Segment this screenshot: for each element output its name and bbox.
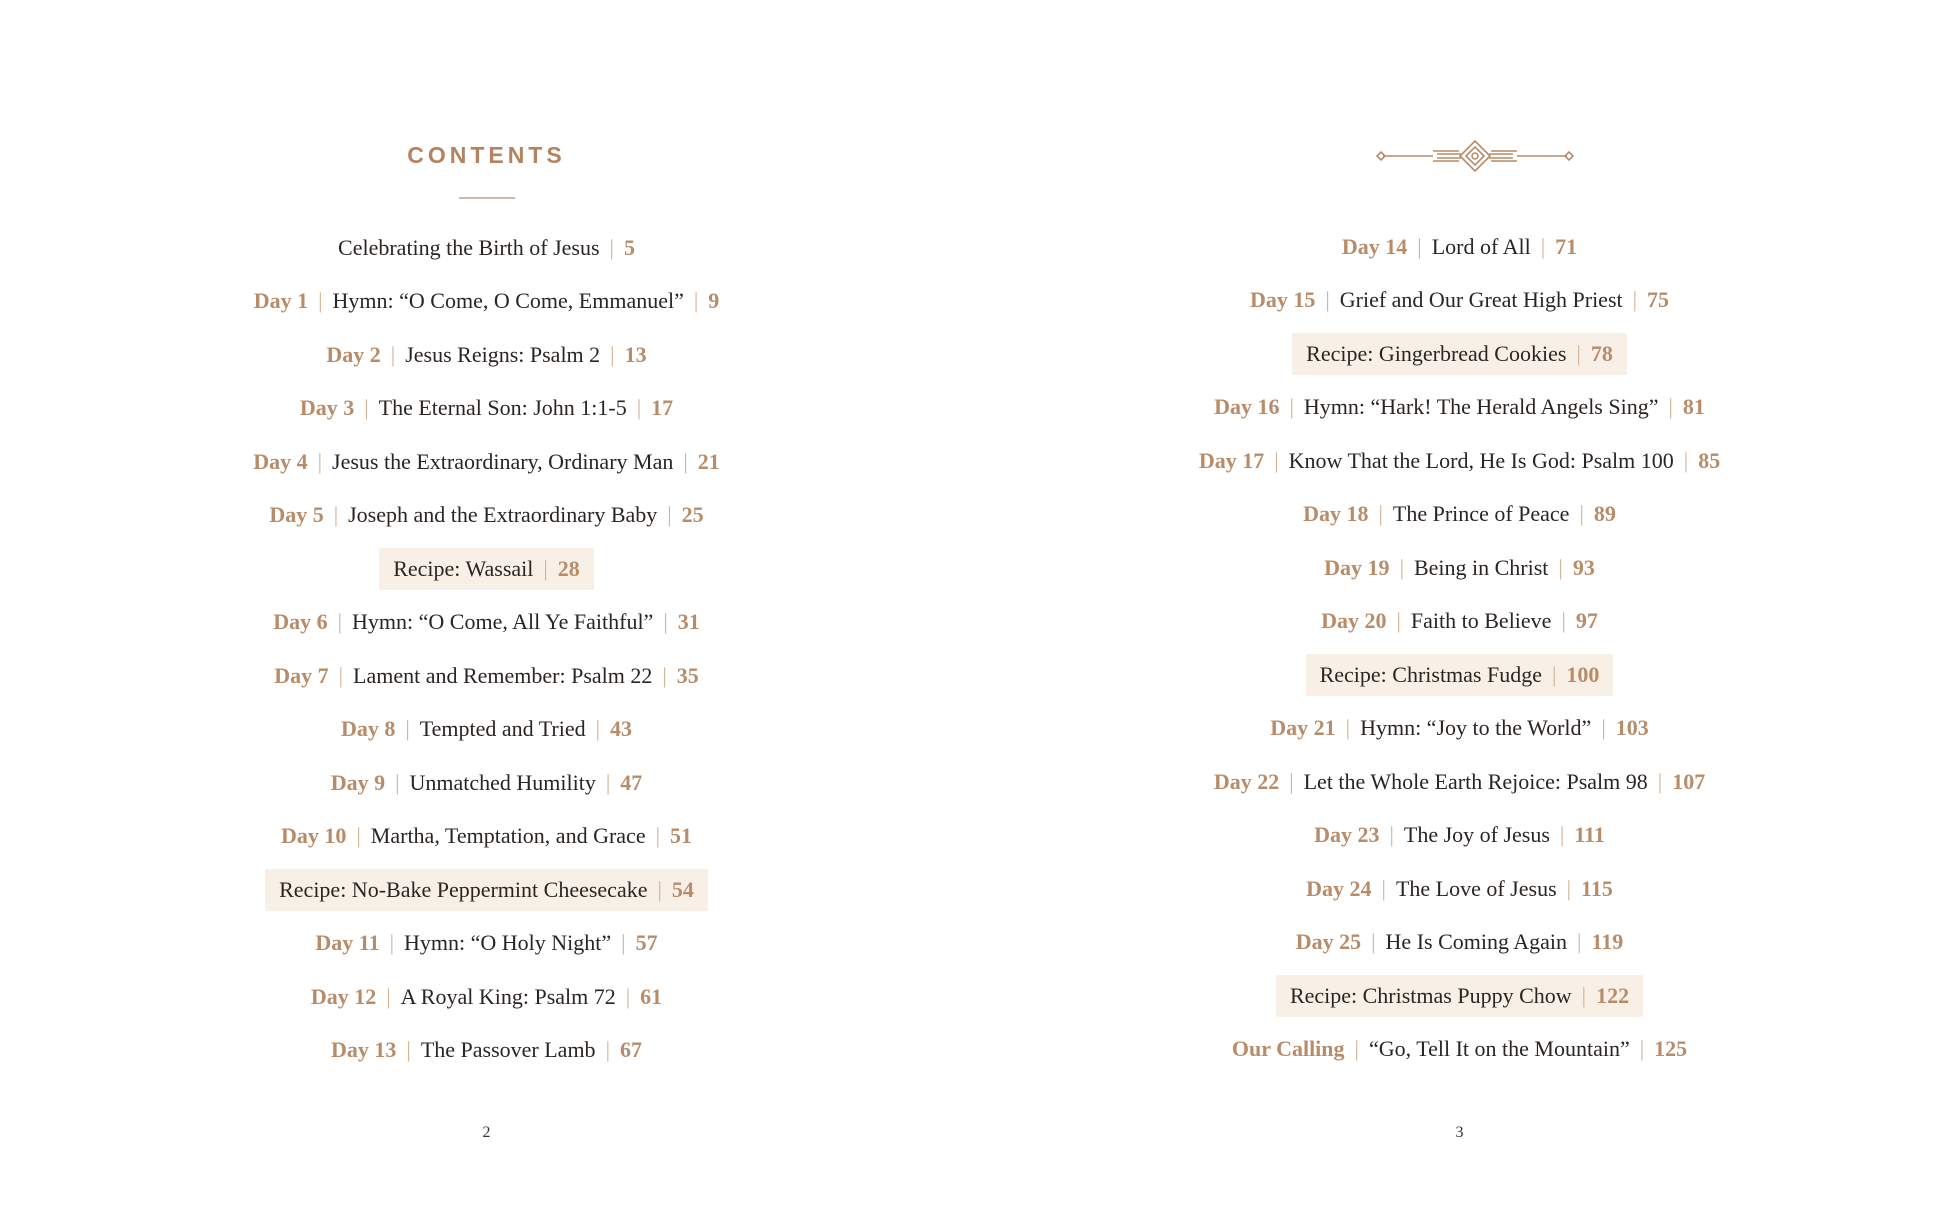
entry-title: Jesus the Extraordinary, Ordinary Man [332, 448, 674, 474]
toc-row [0, 221, 973, 275]
toc-entry[interactable] [329, 708, 644, 750]
entry-page-number: 125 [1654, 1036, 1688, 1062]
separator-bar: | [390, 341, 396, 367]
entry-label: Day 10 [281, 823, 347, 849]
entry-label: Day 8 [340, 716, 396, 742]
toc-entry[interactable] [262, 655, 711, 697]
entry-label: Day 19 [1324, 554, 1390, 580]
entry-label: Day 22 [1213, 768, 1280, 794]
separator-bar: | [1389, 822, 1394, 848]
entry-label: Day 11 [315, 930, 380, 956]
entry-page-number: 93 [1572, 554, 1595, 580]
entry-page-number: 13 [624, 341, 647, 367]
separator-bar: | [1657, 768, 1663, 794]
toc-list-left [0, 221, 973, 1077]
toc-entry[interactable] [1312, 547, 1607, 589]
entry-title: He Is Coming Again [1385, 929, 1568, 955]
entry-page-number: 17 [651, 395, 674, 421]
entry-page-number: 85 [1698, 447, 1721, 473]
toc-entry[interactable] [299, 976, 674, 1018]
toc-row [973, 381, 1946, 435]
entry-page-number: 115 [1581, 875, 1613, 901]
separator-bar: | [1683, 447, 1689, 473]
separator-bar: | [662, 662, 667, 688]
entry-title: Martha, Temptation, and Grace [370, 823, 646, 849]
entry-label: Day 24 [1306, 875, 1372, 901]
toc-recipe-entry[interactable] [265, 869, 708, 911]
entry-title: “Go, Tell It on the Mountain” [1368, 1036, 1630, 1062]
toc-row [973, 220, 1946, 274]
entry-page-number: 31 [677, 609, 700, 635]
entry-label: Day 7 [274, 662, 329, 688]
separator-bar: | [1552, 661, 1557, 687]
separator-bar: | [1274, 447, 1279, 473]
entry-page-number: 71 [1555, 233, 1578, 259]
entry-title: A Royal King: Psalm 72 [400, 983, 616, 1009]
entry-title: Recipe: No-Bake Peppermint Cheesecake [279, 876, 648, 902]
entry-label: Day 16 [1214, 394, 1280, 420]
toc-row [0, 917, 973, 971]
entry-label: Day 5 [269, 502, 324, 528]
toc-row [0, 863, 973, 917]
toc-row [973, 541, 1946, 595]
separator-bar: | [1576, 340, 1581, 366]
entry-page-number: 100 [1566, 661, 1600, 687]
separator-bar: | [595, 716, 601, 742]
separator-bar: | [1668, 394, 1673, 420]
separator-bar: | [364, 395, 369, 421]
separator-bar: | [1289, 394, 1294, 420]
entry-title: Unmatched Humility [409, 769, 596, 795]
entry-title: Jesus Reigns: Psalm 2 [405, 341, 601, 367]
toc-recipe-entry[interactable] [379, 548, 594, 590]
entry-label: Day 6 [273, 609, 328, 635]
entry-title: Joseph and the Extraordinary Baby [348, 502, 658, 528]
toc-entry[interactable] [1302, 814, 1617, 856]
toc-row [973, 434, 1946, 488]
separator-bar: | [1566, 875, 1572, 901]
separator-bar: | [1378, 501, 1383, 527]
entry-page-number: 51 [670, 823, 692, 849]
toc-entry[interactable] [1220, 1028, 1699, 1070]
entry-title: The Passover Lamb [420, 1037, 596, 1063]
entry-title: Let the Whole Earth Rejoice: Psalm 98 [1303, 768, 1648, 794]
toc-row [0, 970, 973, 1024]
entry-title: Know That the Lord, He Is God: Psalm 100 [1288, 447, 1674, 473]
entry-title: Recipe: Christmas Fudge [1319, 661, 1542, 687]
separator-bar: | [1581, 982, 1587, 1008]
separator-bar: | [389, 930, 395, 956]
separator-bar: | [657, 876, 662, 902]
entry-label: Day 23 [1314, 822, 1380, 848]
separator-bar: | [1540, 233, 1546, 259]
entry-title: Hymn: “O Come, O Come, Emmanuel” [332, 288, 684, 314]
toc-entry[interactable] [1284, 921, 1636, 963]
toc-entry[interactable] [288, 387, 685, 429]
entry-page-number: 75 [1647, 287, 1670, 313]
entry-page-number: 89 [1593, 501, 1616, 527]
entry-label: Day 3 [299, 395, 355, 421]
toc-entry[interactable] [261, 601, 711, 643]
entry-page-number: 47 [620, 769, 643, 795]
entry-title: Hymn: “Hark! The Herald Angels Sing” [1303, 394, 1659, 420]
toc-row [0, 328, 973, 382]
toc-entry[interactable] [241, 441, 732, 483]
separator-bar: | [543, 555, 548, 581]
toc-row [0, 596, 973, 650]
entry-page-number: 35 [676, 662, 699, 688]
entry-title: Being in Christ [1413, 554, 1549, 580]
toc-row [0, 489, 973, 543]
entry-label: Day 15 [1249, 287, 1316, 313]
toc-row [973, 648, 1946, 702]
toc-entry[interactable] [319, 762, 655, 804]
separator-bar: | [610, 341, 615, 367]
entry-title: The Love of Jesus [1395, 875, 1557, 901]
separator-bar: | [1577, 929, 1582, 955]
heading-divider [459, 197, 515, 199]
entry-title: The Joy of Jesus [1403, 822, 1550, 848]
entry-label: Day 25 [1295, 929, 1362, 955]
entry-page-number: 78 [1590, 340, 1613, 366]
separator-bar: | [1561, 608, 1566, 634]
toc-entry[interactable] [314, 334, 658, 376]
separator-bar: | [1579, 501, 1584, 527]
toc-recipe-entry[interactable] [1306, 654, 1614, 696]
entry-label: Our Calling [1231, 1036, 1345, 1062]
separator-bar: | [333, 502, 339, 528]
toc-entry[interactable] [1238, 279, 1681, 321]
toc-row [973, 862, 1946, 916]
separator-bar: | [1371, 929, 1376, 955]
entry-page-number: 43 [610, 716, 633, 742]
toc-entry[interactable] [257, 494, 715, 536]
entry-page-number: 107 [1672, 768, 1706, 794]
toc-row [973, 327, 1946, 381]
separator-bar: | [1345, 715, 1351, 741]
toc-row [0, 703, 973, 757]
toc-row [0, 542, 973, 596]
separator-bar: | [317, 448, 323, 474]
entry-page-number: 119 [1591, 929, 1624, 955]
separator-bar: | [1601, 715, 1606, 741]
toc-row [0, 382, 973, 436]
separator-bar: | [655, 823, 660, 849]
entry-title: Recipe: Wassail [393, 555, 534, 581]
separator-bar: | [395, 769, 400, 795]
entry-label: Day 20 [1321, 608, 1387, 634]
separator-bar: | [337, 609, 343, 635]
entry-title: The Prince of Peace [1392, 501, 1570, 527]
entry-label: Day 18 [1303, 501, 1369, 527]
entry-label: Day 4 [253, 448, 308, 474]
separator-bar: | [605, 769, 611, 795]
toc-entry[interactable] [1187, 440, 1732, 482]
toc-row [0, 649, 973, 703]
toc-row [973, 488, 1946, 542]
entry-label: Day 12 [310, 983, 377, 1009]
separator-bar: | [1289, 768, 1294, 794]
separator-bar: | [386, 983, 391, 1009]
separator-bar: | [693, 288, 699, 314]
toc-row [0, 435, 973, 489]
toc-row [973, 274, 1946, 328]
toc-entry[interactable] [1258, 707, 1660, 749]
entry-page-number: 81 [1682, 394, 1705, 420]
entry-page-number: 57 [635, 930, 658, 956]
toc-recipe-entry[interactable] [1292, 333, 1627, 375]
entry-title: Hymn: “O Holy Night” [404, 930, 612, 956]
right-page [973, 0, 1946, 1212]
entry-label: Day 21 [1270, 715, 1336, 741]
separator-bar: | [1632, 287, 1638, 313]
toc-row [973, 595, 1946, 649]
separator-bar: | [1559, 822, 1565, 848]
entry-page-number: 67 [619, 1037, 642, 1063]
page-number: 2 [482, 1124, 491, 1141]
separator-bar: | [1354, 1036, 1359, 1062]
separator-bar: | [667, 502, 672, 528]
entry-title: Recipe: Christmas Puppy Chow [1289, 982, 1572, 1008]
toc-entry[interactable] [269, 815, 704, 857]
separator-bar: | [663, 609, 668, 635]
separator-bar: | [1399, 554, 1404, 580]
toc-row [973, 809, 1946, 863]
toc-entry[interactable] [326, 227, 647, 269]
separator-bar: | [1381, 875, 1386, 901]
entry-page-number: 111 [1574, 822, 1605, 848]
contents-heading: CONTENTS [407, 142, 566, 168]
entry-label: Day 14 [1341, 233, 1408, 259]
toc-list-right [973, 220, 1946, 1076]
toc-entry[interactable] [319, 1029, 654, 1071]
entry-title: Recipe: Gingerbread Cookies [1306, 340, 1567, 366]
entry-label: Day 9 [330, 769, 386, 795]
entry-label: Day 17 [1198, 447, 1265, 473]
toc-row [973, 1023, 1946, 1077]
toc-entry[interactable] [1309, 600, 1610, 642]
toc-entry[interactable] [1291, 493, 1628, 535]
toc-row [973, 702, 1946, 756]
entry-page-number: 54 [671, 876, 694, 902]
entry-page-number: 97 [1575, 608, 1598, 634]
entry-title: The Eternal Son: John 1:1-5 [378, 395, 627, 421]
toc-entry[interactable] [242, 280, 732, 322]
separator-bar: | [636, 395, 642, 421]
entry-label: Day 1 [253, 288, 309, 314]
entry-page-number: 25 [681, 502, 704, 528]
entry-title: Hymn: “Joy to the World” [1360, 715, 1592, 741]
entry-title: Tempted and Tried [419, 716, 586, 742]
separator-bar: | [406, 1037, 411, 1063]
separator-bar: | [605, 1037, 610, 1063]
entry-label: Day 2 [326, 341, 381, 367]
toc-row [973, 755, 1946, 809]
separator-bar: | [356, 823, 361, 849]
separator-bar: | [1639, 1036, 1645, 1062]
entry-title: Hymn: “O Come, All Ye Faithful” [352, 609, 654, 635]
toc-entry[interactable] [1202, 386, 1717, 428]
separator-bar: | [625, 983, 631, 1009]
toc-row [0, 756, 973, 810]
entry-page-number: 61 [640, 983, 663, 1009]
toc-row [0, 1024, 973, 1078]
entry-title: Faith to Believe [1410, 608, 1552, 634]
entry-label: Day 13 [331, 1037, 397, 1063]
entry-page-number: 28 [557, 555, 580, 581]
entry-title: Lament and Remember: Psalm 22 [353, 662, 653, 688]
toc-entry[interactable] [303, 922, 669, 964]
toc-row [0, 275, 973, 329]
toc-row [973, 916, 1946, 970]
entry-page-number: 122 [1596, 982, 1630, 1008]
toc-row [0, 810, 973, 864]
toc-recipe-entry[interactable] [1276, 975, 1643, 1017]
separator-bar: | [405, 716, 410, 742]
toc-entry[interactable] [1294, 868, 1625, 910]
entry-page-number: 5 [623, 234, 635, 260]
page-number: 3 [1455, 1124, 1464, 1141]
separator-bar: | [1558, 554, 1563, 580]
entry-title: Grief and Our Great High Priest [1339, 287, 1623, 313]
separator-bar: | [1417, 233, 1422, 259]
flourish-ornament-icon [1375, 138, 1575, 174]
toc-row [973, 969, 1946, 1023]
entry-page-number: 103 [1615, 715, 1649, 741]
entry-title: Lord of All [1431, 233, 1531, 259]
separator-bar: | [1396, 608, 1401, 634]
separator-bar: | [609, 234, 614, 260]
separator-bar: | [318, 288, 323, 314]
separator-bar: | [621, 930, 626, 956]
entry-page-number: 9 [708, 288, 720, 314]
separator-bar: | [338, 662, 343, 688]
toc-entry[interactable] [1202, 761, 1717, 803]
separator-bar: | [683, 448, 688, 474]
entry-title: Celebrating the Birth of Jesus [338, 234, 600, 260]
separator-bar: | [1325, 287, 1330, 313]
toc-entry[interactable] [1330, 226, 1589, 268]
entry-page-number: 21 [697, 448, 720, 474]
